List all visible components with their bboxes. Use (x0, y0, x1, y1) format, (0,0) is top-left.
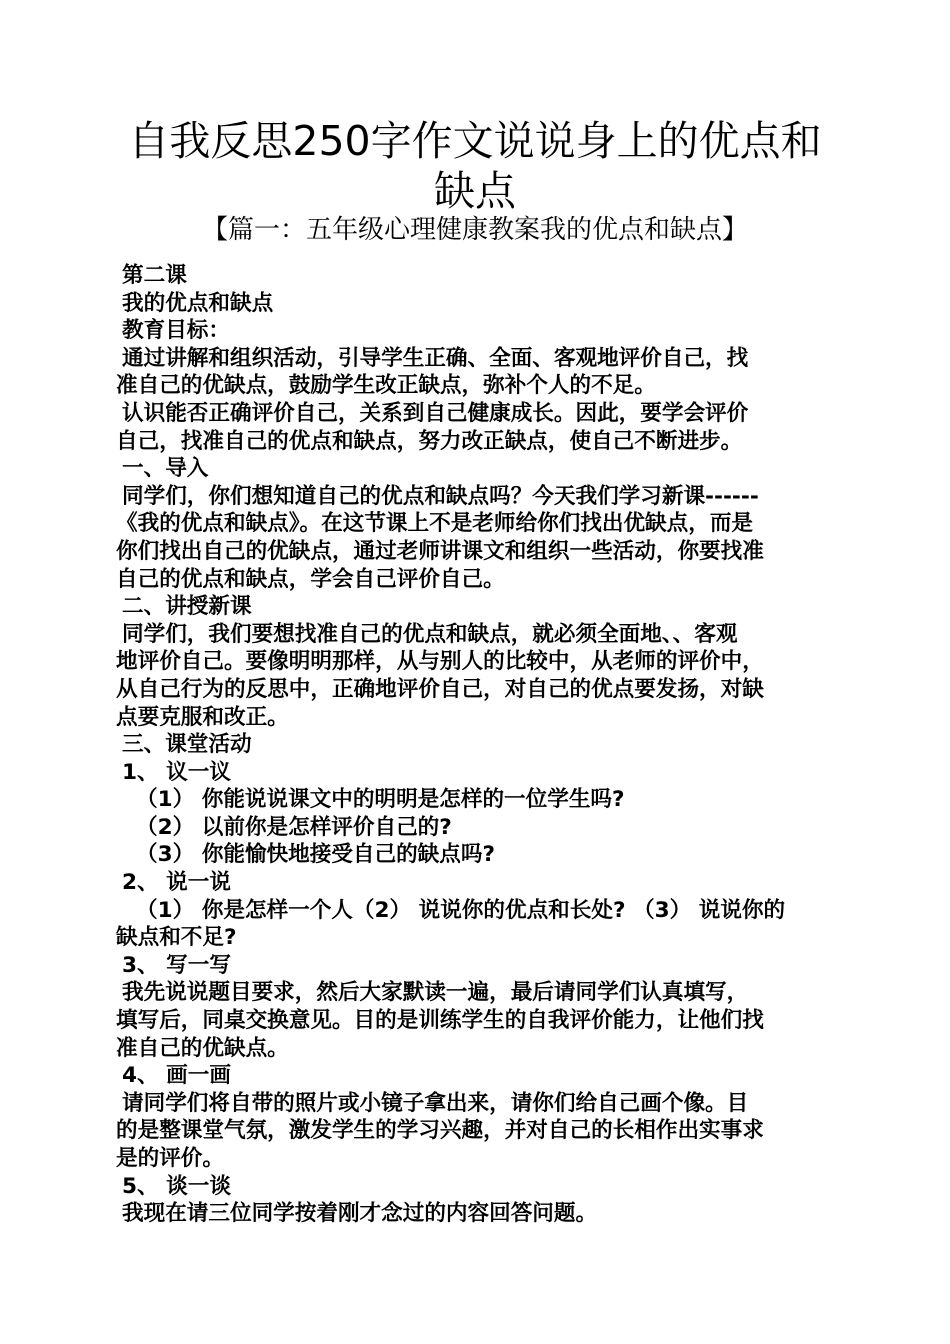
paragraph-line: 地评价自己。要像明明那样，从与别人的比较中，从老师的评价中， (116, 649, 764, 675)
paragraph-line: 《我的优点和缺点》。在这节课上不是老师给你们找出优缺点，而是 (116, 511, 754, 537)
activity-heading: 3、 写一写 (122, 952, 231, 978)
section-heading: 三、课堂活动 (122, 732, 252, 758)
activity-heading: 4、 画一画 (122, 1063, 231, 1089)
paragraph-line: 缺点和不足? (116, 925, 237, 951)
document-title (80, 116, 870, 216)
paragraph-line: 自己，找准自己的优点和缺点，努力改正缺点，使自己不断进步。 (116, 428, 743, 454)
question-item: （3） 你能愉快地接受自己的缺点吗? (136, 842, 495, 868)
paragraph-line: 同学们，我们要想找准自己的优点和缺点，就必须全面地、、客观 (122, 621, 738, 647)
paragraph-line: 我现在请三位同学按着刚才念过的内容回答问题。 (122, 1201, 598, 1227)
section-heading: 一、导入 (122, 456, 209, 482)
paragraph-line: 请同学们将自带的照片或小镜子拿出来，请你们给自己画个像。目 (122, 1090, 749, 1116)
paragraph-line: 你们找出自己的优缺点，通过老师讲课文和组织一些活动，你要找准 (116, 538, 764, 564)
question-item: （2） 以前你是怎样评价自己的? (136, 814, 452, 840)
paragraph-line: 准自己的优缺点，鼓励学生改正缺点，弥补个人的不足。 (116, 373, 656, 399)
paragraph-line: 通过讲解和组织活动，引导学生正确、全面、客观地评价自己，找 (122, 345, 749, 371)
section-heading: 二、讲授新课 (122, 594, 252, 620)
paragraph-line: 认识能否正确评价自己，关系到自己健康成长。因此，要学会评价 (122, 400, 749, 426)
title-line-2: 缺点 (434, 167, 516, 215)
question-item: （1） 你是怎样一个人（2） 说说你的优点和长处? （3） 说说你的 (136, 897, 786, 923)
paragraph-line: 我先说说题目要求，然后大家默读一遍，最后请同学们认真填写， (122, 980, 749, 1006)
activity-heading: 1、 议一议 (122, 759, 231, 785)
paragraph-line: 自己的优点和缺点，学会自己评价自己。 (116, 566, 505, 592)
paragraph-line: 点要克服和改正。 (116, 704, 289, 730)
paragraph-line: 从自己行为的反思中，正确地评价自己，对自己的优点要发扬，对缺 (116, 676, 764, 702)
document-subtitle: 【篇一：五年级心理健康教案我的优点和缺点】 (201, 215, 748, 245)
lesson-title: 我的优点和缺点 (122, 290, 274, 316)
title-line-1: 自我反思250字作文说说身上的优点和 (128, 117, 822, 165)
activity-heading: 5、 谈一谈 (122, 1173, 231, 1199)
paragraph-line: 填写后，同桌交换意见。目的是训练学生的自我评价能力，让他们找 (116, 1008, 764, 1034)
section-heading: 教育目标： (122, 318, 230, 344)
activity-heading: 2、 说一说 (122, 870, 231, 896)
question-item: （1） 你能说说课文中的明明是怎样的一位学生吗? (136, 787, 625, 813)
lesson-number: 第二课 (122, 263, 187, 288)
document-body (116, 262, 838, 1228)
paragraph-line: 准自己的优缺点。 (116, 1035, 289, 1061)
paragraph-line: 同学们，你们想知道自己的优点和缺点吗？今天我们学习新课------ (122, 483, 759, 509)
paragraph-line: 的是整课堂气氛，激发学生的学习兴趣，并对自己的长相作出实事求 (116, 1118, 764, 1144)
paragraph-line: 是的评价。 (116, 1146, 224, 1171)
